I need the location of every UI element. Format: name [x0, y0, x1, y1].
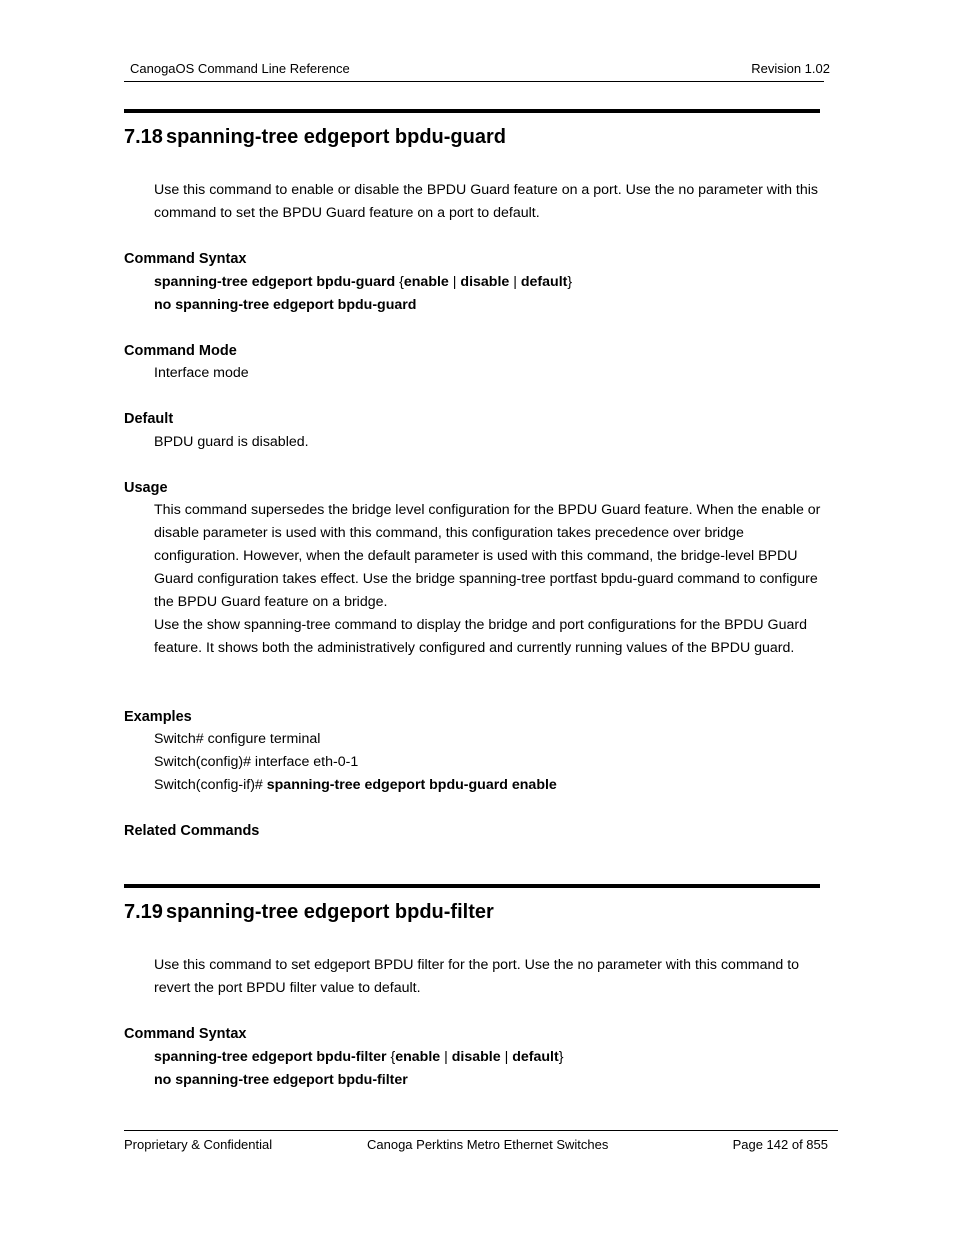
section-intro	[154, 954, 826, 1000]
example-line: Switch# configure terminal	[154, 731, 321, 747]
example-prompt: Switch(config-if)#	[154, 777, 267, 793]
usage-text	[154, 499, 826, 660]
syntax-brace: }	[558, 1049, 564, 1065]
syntax-brace: {	[386, 1049, 396, 1065]
syntax-separator: |	[448, 274, 461, 290]
related-commands-heading: Related Commands	[124, 823, 260, 839]
example-line: Switch(config)# interface eth-0-1	[154, 754, 359, 770]
header-rule	[124, 81, 824, 82]
syntax-no-line	[154, 294, 416, 317]
syntax-separator: |	[440, 1049, 452, 1065]
syntax-separator: |	[500, 1049, 513, 1065]
syntax-line	[154, 271, 572, 294]
intro-text: Use this command to enable or disable the BPDU Guard feature on a port. Use the no parameter with this command to set the BPDU Guard feature on a port to default.	[154, 182, 819, 221]
header-revision: Revision 1.02	[751, 61, 830, 76]
default-value: BPDU guard is disabled.	[154, 434, 309, 450]
example-command: spanning-tree edgeport bpdu-guard enable	[266, 777, 557, 793]
syntax-option: disable	[460, 274, 510, 290]
syntax-line	[154, 1046, 563, 1069]
examples-heading: Examples	[124, 709, 192, 725]
syntax-option: enable	[395, 1049, 441, 1065]
section-heading-text: spanning-tree edgeport bpdu-filter	[166, 901, 494, 923]
syntax-brace: {	[395, 274, 404, 290]
command-syntax-heading: Command Syntax	[124, 251, 247, 267]
footer-rule	[124, 1130, 838, 1131]
syntax-command: spanning-tree edgeport bpdu-guard	[154, 274, 396, 290]
footer-product: Canoga Perktins Metro Ethernet Switches	[367, 1137, 609, 1152]
section-divider	[124, 109, 820, 113]
example-line	[154, 774, 557, 797]
syntax-option: enable	[403, 274, 449, 290]
syntax-separator: |	[509, 274, 521, 290]
syntax-option: default	[520, 274, 568, 290]
command-syntax-heading: Command Syntax	[124, 1026, 247, 1042]
syntax-no-command: no spanning-tree edgeport bpdu-guard	[154, 297, 417, 313]
syntax-option: disable	[451, 1049, 501, 1065]
section-title	[124, 901, 494, 924]
section-heading-text: spanning-tree edgeport bpdu-guard	[166, 126, 506, 148]
syntax-command: spanning-tree edgeport bpdu-filter	[154, 1049, 387, 1065]
section-number: 7.18	[124, 126, 163, 148]
footer-page-number: Page 142 of 855	[732, 1137, 828, 1152]
section-number: 7.19	[124, 901, 163, 923]
syntax-no-line	[154, 1069, 408, 1092]
usage-heading: Usage	[124, 480, 168, 496]
usage-paragraph: Use the show spanning-tree command to display the bridge and port configurations for the BPDU Guard feature. It shows both the administratively configured and currently running values of the BPDU guard.	[154, 617, 807, 656]
default-heading: Default	[124, 411, 174, 427]
section-divider	[124, 884, 820, 888]
section-title	[124, 126, 506, 149]
usage-paragraph: This command supersedes the bridge level configuration for the BPDU Guard feature. When the enable or disable parameter is used with this command, this configuration takes precedence over bridge configuration. However, when the default parameter is used with this command, the bridge-level BPDU Guard configuration takes effect. Use the bridge spanning-tree portfast bpdu-guard command to configure the BPDU Guard feature on a bridge.	[154, 502, 821, 610]
command-mode-value: Interface mode	[154, 365, 249, 381]
intro-text: Use this command to set edgeport BPDU filter for the port. Use the no parameter with this command to revert the port BPDU filter value to default.	[154, 957, 800, 996]
header-doc-title: CanogaOS Command Line Reference	[130, 61, 350, 76]
syntax-no-command: no spanning-tree edgeport bpdu-filter	[154, 1072, 408, 1088]
command-mode-heading: Command Mode	[124, 343, 237, 359]
syntax-brace: }	[567, 274, 573, 290]
footer-confidential: Proprietary & Confidential	[124, 1137, 273, 1152]
syntax-option: default	[512, 1049, 559, 1065]
section-intro	[154, 179, 826, 225]
